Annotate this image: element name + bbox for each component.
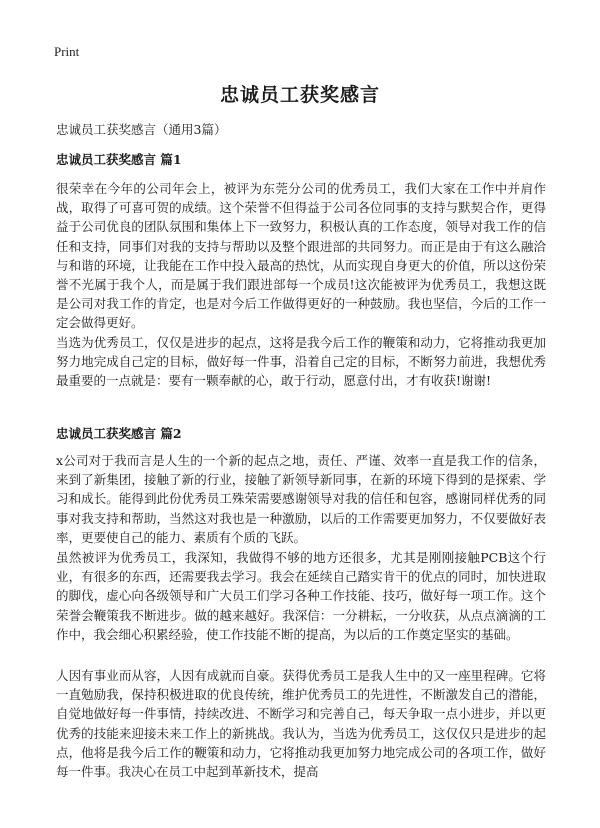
- paragraph: 人因有事业而从容，人因有成就而自豪。获得优秀员工是我人生中的又一座里程碑。它将一直勉励我，保持积极进取的优良传统，维护优秀员工的先进性，不断激发自己的潜能，自觉地做好每一件事情，持续改进、不断学习和完善自己，每天争取一点小进步，并以更优秀的技能来迎接未来工作上的新挑战。我认为，当选为优秀员工，这仅仅只是进步的起点，他将是我今后工作的鞭策和动力，它将推动我更加努力地完成公司的各项工作，做好每一件事。我决心在员工中起到革新技术，提高: [56, 668, 546, 780]
- section-heading-1: 忠诚员工获奖感言 篇1: [56, 152, 182, 167]
- print-label: Print: [54, 44, 80, 59]
- document-title: 忠诚员工获奖感言: [219, 84, 380, 106]
- paragraph: 当选为优秀员工，仅仅是进步的起点，这将是我今后工作的鞭策和动力，它将推动我更加努力地完成自己定的目标，做好每一件事，沿着自己定的目标，不断努力前进，我想优秀最重要的一点就是：要有一颗奉献的心，敢于行动，愿意付出，才有收获!谢谢!: [56, 335, 546, 389]
- document-subtitle: 忠诚员工获奖感言（通用3篇）: [56, 122, 227, 137]
- paragraph: x公司对于我而言是人生的一个新的起点之地，责任、严谨、效率一直是我工作的信条，来到了新集团，接触了新的行业，接触了新领导新同事，在新的环境下得到的是探索、学习和成长。能得到此份优秀员工殊荣需要感谢领导对我的信任和包容，感谢同样优秀的同事对我支持和帮助，当然这对我也是一种激励，以后的工作需要更加努力，不仅要做好表率，更要使自己的能力、素质有个质的飞跃。: [56, 453, 546, 545]
- paragraph: 虽然被评为优秀员工，我深知，我做得不够的地方还很多，尤其是刚刚接触PCB这个行业，有很多的东西，还需要我去学习。我会在延续自己踏实肯干的优点的同时，加快进取的脚伐，虚心向各级领导和广大员工们学习各种工作技能、技巧，做好每一项工作。这个荣誉会鞭策我不断进步。做的越来越好。我深信：一分耕耘，一分收获，从点点滴滴的工作中，我会细心积累经验，使工作技能不断的提高，为以后的工作奠定坚实的基础。: [56, 550, 546, 642]
- paragraph: 很荣幸在今年的公司年会上，被评为东莞分公司的优秀员工，我们大家在工作中并肩作战，取得了可喜可贺的成绩。这个荣誉不但得益于公司各位同事的支持与默契合作，更得益于公司优良的团队氛围和集体上下一致努力，积极认真的工作态度，领导对我工作的信任和支持，同事们对我的支持与帮助以及整个跟进部的共同努力。而正是由于有这么融洽与和谐的环境，让我能在工作中投入最高的热忱，从而实现自身更大的价值，所以这份荣誉不光属于我个人，而是属于我们跟进部每一个成员!这次能被评为优秀员工，我想这既是公司对我工作的肯定，也是对今后工作做得更好的一种鼓励。我也坚信，今后的工作一定会做得更好。: [56, 181, 546, 331]
- section-heading-2: 忠诚员工获奖感言 篇2: [56, 426, 182, 441]
